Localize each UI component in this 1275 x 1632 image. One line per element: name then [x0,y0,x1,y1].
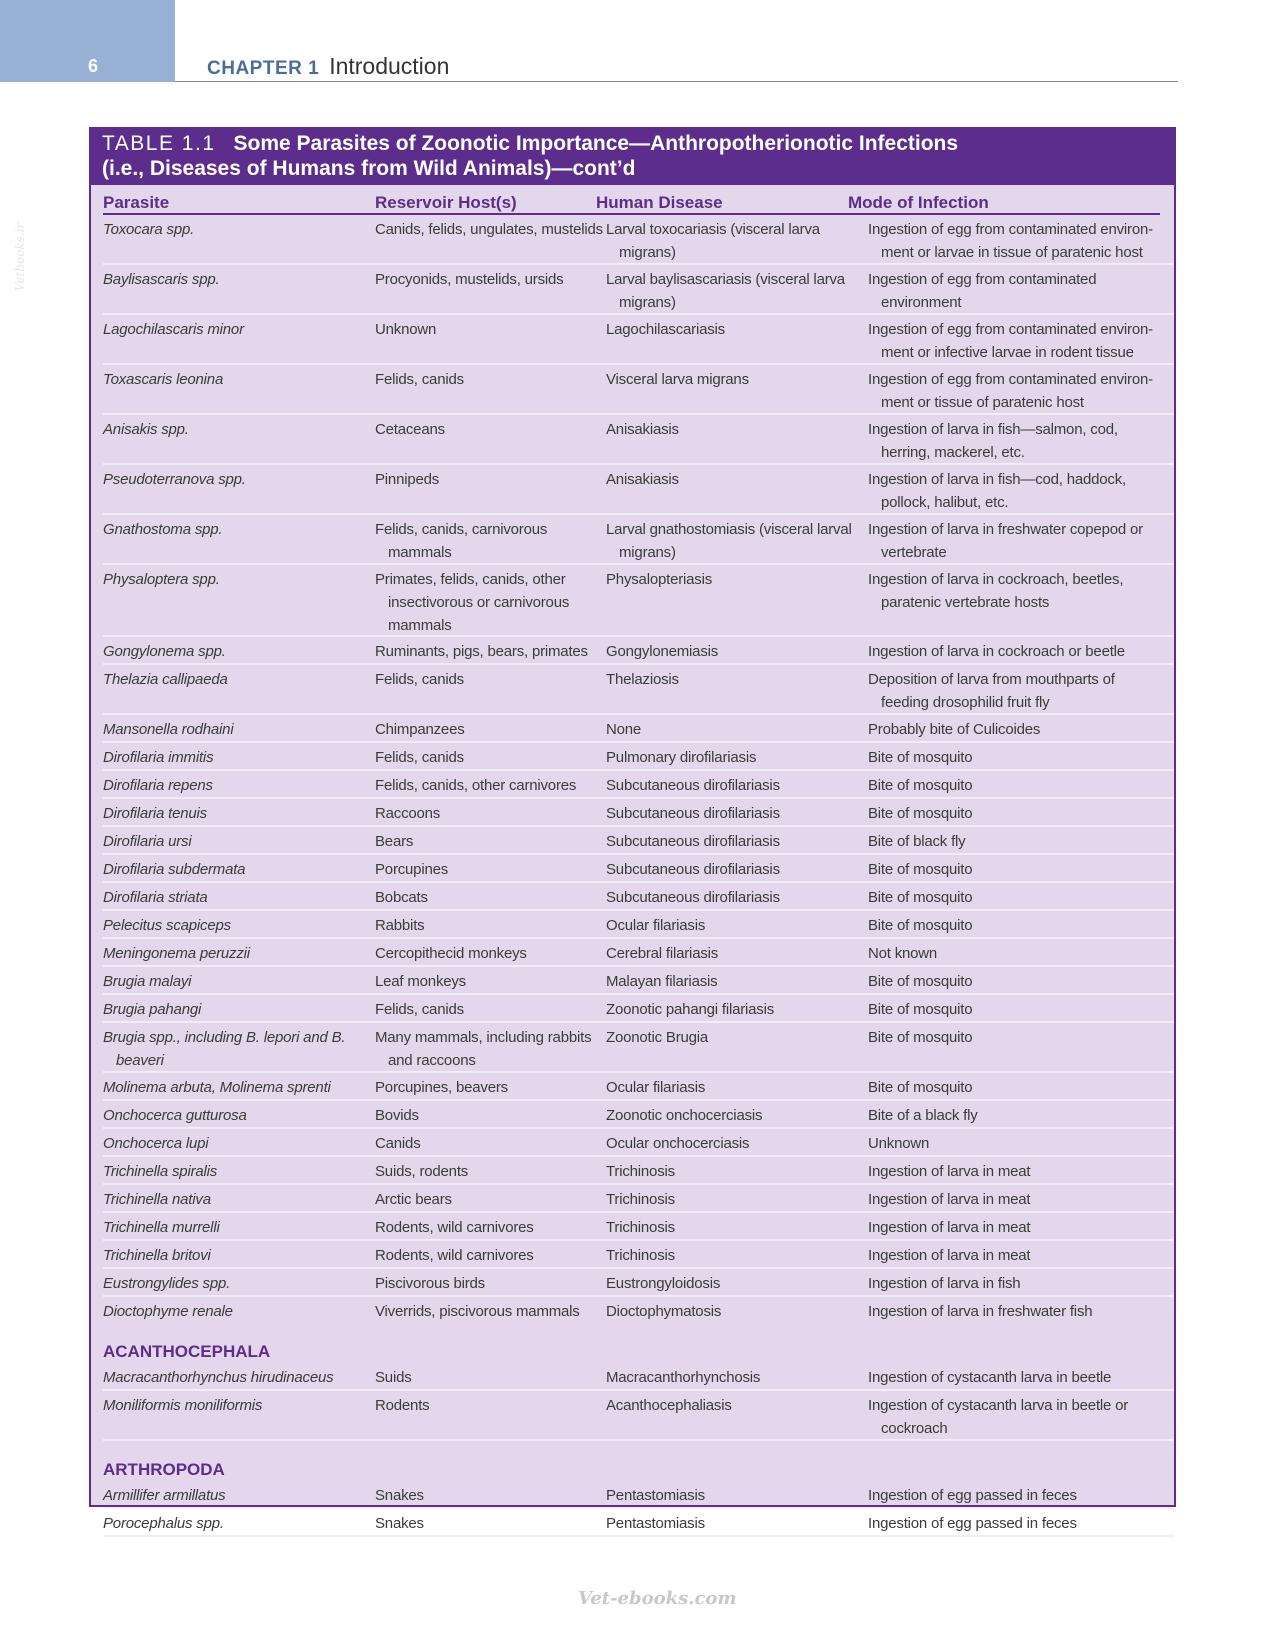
cell-human-disease: Acanthocephaliasis [606,1397,732,1414]
cell-human-disease: Gongylonemiasis [606,643,719,660]
cell-reservoir-host: Many mammals, including rabbits and raccoons [375,1029,592,1069]
cell-human-disease: Cerebral filariasis [606,945,719,962]
cell-parasite: Molinema arbuta, Molinema sprenti [103,1079,331,1096]
table-row [103,799,1174,827]
cell-parasite: Pseudoterranova spp. [103,471,246,488]
table-row [103,1101,1174,1129]
cell-human-disease: Larval baylisascariasis (visceral larva migrans) [606,271,845,311]
cell-mode-of-infection: Ingestion of egg passed in feces [868,1515,1077,1532]
cell-reservoir-host: Bovids [375,1107,419,1124]
table-row [103,827,1174,855]
table-row [103,715,1174,743]
chapter-label: CHAPTER 1 [207,58,320,79]
cell-mode-of-infection: Bite of mosquito [868,749,973,766]
cell-reservoir-host: Arctic bears [375,1191,452,1208]
cell-mode-of-infection: Ingestion of larva in freshwater fish [868,1303,1093,1320]
running-head [207,53,449,80]
cell-human-disease: Subcutaneous dirofilariasis [606,833,780,850]
cell-parasite: Dirofilaria repens [103,777,213,794]
table-row [103,1391,1174,1441]
cell-reservoir-host: Cetaceans [375,421,445,438]
cell-parasite: Trichinella britovi [103,1247,211,1264]
cell-parasite: Toxascaris leonina [103,371,224,388]
cell-parasite: Physaloptera spp. [103,571,220,588]
cell-mode-of-infection: Ingestion of larva in meat [868,1219,1031,1236]
table-row [103,967,1174,995]
table-row [103,939,1174,967]
table-row [103,665,1174,715]
cell-human-disease: Subcutaneous dirofilariasis [606,777,780,794]
cell-reservoir-host: Raccoons [375,805,441,822]
cell-human-disease: Subcutaneous dirofilariasis [606,889,780,906]
cell-human-disease: Trichinosis [606,1247,675,1264]
cell-reservoir-host: Porcupines [375,861,449,878]
table-row [103,637,1174,665]
cell-mode-of-infection: Unknown [868,1135,930,1152]
table-row [103,315,1174,365]
table-row [103,215,1174,265]
cell-human-disease: Zoonotic pahangi filariasis [606,1001,775,1018]
cell-parasite: Gongylonema spp. [103,643,226,660]
table-row [103,771,1174,799]
cell-mode-of-infection: Ingestion of egg from contaminated environ-ment or larvae in tissue of paratenic host [868,221,1153,261]
cell-mode-of-infection: Ingestion of larva in fish—cod, haddock, pollock, halibut, etc. [868,471,1126,511]
cell-reservoir-host: Ruminants, pigs, bears, primates [375,643,588,660]
page-number: 6 [88,56,99,76]
cell-parasite: Dirofilaria tenuis [103,805,207,822]
cell-human-disease: Physalopteriasis [606,571,713,588]
cell-parasite: Thelazia callipaeda [103,671,228,688]
cell-human-disease: Lagochilascariasis [606,321,725,338]
cell-parasite: Trichinella spiralis [103,1163,218,1180]
cell-human-disease: Larval toxocariasis (visceral larva migrans) [606,221,820,261]
cell-human-disease: Anisakiasis [606,471,679,488]
cell-mode-of-infection: Ingestion of egg from contaminated environment [868,271,1097,311]
cell-mode-of-infection: Bite of mosquito [868,1079,973,1096]
table-row [103,1185,1174,1213]
cell-human-disease: Pulmonary dirofilariasis [606,749,757,766]
table-row [103,1363,1174,1391]
cell-parasite: Toxocara spp. [103,221,195,238]
table-label: TABLE 1.1 [102,132,216,155]
parasite-table [89,127,1176,1532]
cell-mode-of-infection: Ingestion of egg from contaminated environ-ment or infective larvae in rodent tissue [868,321,1153,361]
table-row [103,1213,1174,1241]
cell-parasite: Trichinella murrelli [103,1219,220,1236]
cell-human-disease: Trichinosis [606,1191,675,1208]
column-header-human-disease: Human Disease [596,193,723,212]
cell-human-disease: Trichinosis [606,1163,675,1180]
cell-mode-of-infection: Ingestion of egg from contaminated environ-ment or tissue of paratenic host [868,371,1153,411]
cell-mode-of-infection: Deposition of larva from mouthparts of feeding drosophilid fruit fly [868,671,1115,711]
cell-reservoir-host: Leaf monkeys [375,973,466,990]
cell-reservoir-host: Piscivorous birds [375,1275,485,1292]
cell-reservoir-host: Canids [375,1135,421,1152]
cell-parasite: Trichinella nativa [103,1191,211,1208]
column-header-mode-of-infection: Mode of Infection [848,193,989,212]
cell-parasite: Dirofilaria subdermata [103,861,246,878]
cell-reservoir-host: Chimpanzees [375,721,465,738]
cell-human-disease: Visceral larva migrans [606,371,749,388]
cell-reservoir-host: Rodents [375,1397,430,1414]
cell-reservoir-host: Felids, canids, carnivorous mammals [375,521,548,561]
cell-parasite: Dioctophyme renale [103,1303,233,1320]
cell-parasite: Brugia malayi [103,973,192,990]
cell-mode-of-infection: Ingestion of cystacanth larva in beetle [868,1369,1112,1386]
cell-human-disease: Pentastomiasis [606,1487,705,1504]
cell-mode-of-infection: Bite of a black fly [868,1107,978,1124]
cell-mode-of-infection: Probably bite of Culicoides [868,721,1041,738]
table-row [103,911,1174,939]
cell-human-disease: Ocular onchocerciasis [606,1135,750,1152]
cell-human-disease: Pentastomiasis [606,1515,705,1532]
cell-reservoir-host: Felids, canids [375,1001,464,1018]
cell-human-disease: Ocular filariasis [606,1079,706,1096]
table-body [103,215,1174,1537]
cell-reservoir-host: Cercopithecid monkeys [375,945,527,962]
cell-mode-of-infection: Ingestion of larva in meat [868,1191,1031,1208]
section-heading: ACANTHOCEPHALA [103,1342,271,1361]
cell-mode-of-infection: Ingestion of larva in cockroach, beetles, paratenic vertebrate hosts [868,571,1124,611]
table-row [103,1509,1174,1537]
cell-human-disease: Malayan filariasis [606,973,718,990]
column-header-parasite: Parasite [103,193,170,212]
cell-human-disease: Zoonotic Brugia [606,1029,709,1046]
table-row [103,1297,1174,1323]
cell-parasite: Armillifer armillatus [103,1487,226,1504]
cell-mode-of-infection: Bite of black fly [868,833,966,850]
table-row [103,1481,1174,1509]
cell-human-disease: Anisakiasis [606,421,679,438]
cell-reservoir-host: Felids, canids [375,749,464,766]
table-caption [91,129,1174,185]
table-row [103,565,1174,637]
cell-reservoir-host: Suids [375,1369,412,1386]
cell-reservoir-host: Snakes [375,1515,424,1532]
cell-mode-of-infection: Ingestion of larva in meat [868,1247,1031,1264]
header-rule [175,81,1178,82]
cell-reservoir-host: Rodents, wild carnivores [375,1219,534,1236]
cell-human-disease: Larval gnathostomiasis (visceral larval migrans) [606,521,852,561]
cell-reservoir-host: Rodents, wild carnivores [375,1247,534,1264]
cell-parasite: Meningonema peruzzii [103,945,250,962]
cell-mode-of-infection: Not known [868,945,938,962]
cell-parasite: Pelecitus scapiceps [103,917,231,934]
cell-mode-of-infection: Ingestion of larva in cockroach or beetle [868,643,1125,660]
table-title-line-2: (i.e., Diseases of Humans from Wild Animals)—cont’d [102,157,636,180]
cell-reservoir-host: Snakes [375,1487,424,1504]
cell-parasite: Dirofilaria striata [103,889,208,906]
cell-mode-of-infection: Ingestion of larva in fish—salmon, cod, herring, mackerel, etc. [868,421,1118,461]
table-row [103,465,1174,515]
cell-parasite: Anisakis spp. [103,421,189,438]
cell-parasite: Onchocerca gutturosa [103,1107,247,1124]
cell-parasite: Baylisascaris spp. [103,271,220,288]
cell-mode-of-infection: Bite of mosquito [868,1001,973,1018]
table-row [103,995,1174,1023]
cell-mode-of-infection: Ingestion of larva in meat [868,1163,1031,1180]
cell-parasite: Porocephalus spp. [103,1515,224,1532]
cell-reservoir-host: Rabbits [375,917,425,934]
table-row [103,1241,1174,1269]
cell-human-disease: Thelaziosis [606,671,679,688]
cell-mode-of-infection: Ingestion of cystacanth larva in beetle or cockroach [868,1397,1129,1437]
cell-reservoir-host: Suids, rodents [375,1163,469,1180]
cell-human-disease: Trichinosis [606,1219,675,1236]
cell-reservoir-host: Canids, felids, ungulates, mustelids [375,221,603,238]
table-row [103,515,1174,565]
table-row [103,743,1174,771]
cell-reservoir-host: Felids, canids, other carnivores [375,777,577,794]
table-title: Some Parasites of Zoonotic Importance—Anthropotherionotic Infections [233,132,959,155]
table-row [103,265,1174,315]
cell-reservoir-host: Felids, canids [375,371,464,388]
cell-parasite: Lagochilascaris minor [103,321,244,338]
cell-mode-of-infection: Ingestion of larva in freshwater copepod or vertebrate [868,521,1143,561]
cell-mode-of-infection: Bite of mosquito [868,889,973,906]
cell-reservoir-host: Primates, felids, canids, other insectivorous or carnivorous mammals [375,571,570,634]
cell-parasite: Mansonella rodhaini [103,721,234,738]
cell-human-disease: Macracanthorhynchosis [606,1369,761,1386]
side-watermark: Vetbooks.ir [13,222,28,292]
cell-reservoir-host: Unknown [375,321,437,338]
cell-mode-of-infection: Ingestion of egg passed in feces [868,1487,1077,1504]
cell-reservoir-host: Bobcats [375,889,428,906]
section-heading: ARTHROPODA [103,1460,225,1479]
cell-mode-of-infection: Bite of mosquito [868,917,973,934]
cell-mode-of-infection: Bite of mosquito [868,805,973,822]
table-row [103,1129,1174,1157]
cell-mode-of-infection: Bite of mosquito [868,777,973,794]
cell-reservoir-host: Porcupines, beavers [375,1079,508,1096]
cell-human-disease: Subcutaneous dirofilariasis [606,805,780,822]
cell-parasite: Macracanthorhynchus hirudinaceus [103,1369,334,1386]
cell-reservoir-host: Felids, canids [375,671,464,688]
cell-mode-of-infection: Bite of mosquito [868,973,973,990]
cell-parasite: Dirofilaria immitis [103,749,214,766]
table-row [103,1157,1174,1185]
cell-parasite: Gnathostoma spp. [103,521,223,538]
table-row [103,1073,1174,1101]
cell-parasite: Dirofilaria ursi [103,833,192,850]
cell-reservoir-host: Bears [375,833,414,850]
cell-human-disease: Ocular filariasis [606,917,706,934]
cell-human-disease: Zoonotic onchocerciasis [606,1107,763,1124]
cell-mode-of-infection: Ingestion of larva in fish [868,1275,1021,1292]
cell-parasite: Brugia spp., including B. lepori and B. beaveri [103,1029,346,1069]
chapter-title: Introduction [329,53,450,79]
cell-parasite: Moniliformis moniliformis [103,1397,263,1414]
cell-human-disease: Subcutaneous dirofilariasis [606,861,780,878]
cell-human-disease: Dioctophymatosis [606,1303,722,1320]
cell-reservoir-host: Pinnipeds [375,471,440,488]
cell-reservoir-host: Viverrids, piscivorous mammals [375,1303,580,1320]
table-row [103,1023,1174,1073]
column-header-reservoir-host: Reservoir Host(s) [375,193,517,212]
cell-mode-of-infection: Bite of mosquito [868,861,973,878]
cell-parasite: Brugia pahangi [103,1001,202,1018]
cell-parasite: Onchocerca lupi [103,1135,209,1152]
cell-reservoir-host: Procyonids, mustelids, ursids [375,271,564,288]
table-row [103,365,1174,415]
cell-mode-of-infection: Bite of mosquito [868,1029,973,1046]
cell-human-disease: None [606,721,642,738]
table-row [103,883,1174,911]
footer-watermark-logo: Vet-ebooks.com [578,1588,737,1609]
table-row [103,1269,1174,1297]
table-caption-line-1 [102,131,1164,156]
cell-parasite: Eustrongylides spp. [103,1275,231,1292]
table-row [103,415,1174,465]
cell-human-disease: Eustrongyloidosis [606,1275,721,1292]
table-row [103,855,1174,883]
column-header-row [103,185,1160,215]
